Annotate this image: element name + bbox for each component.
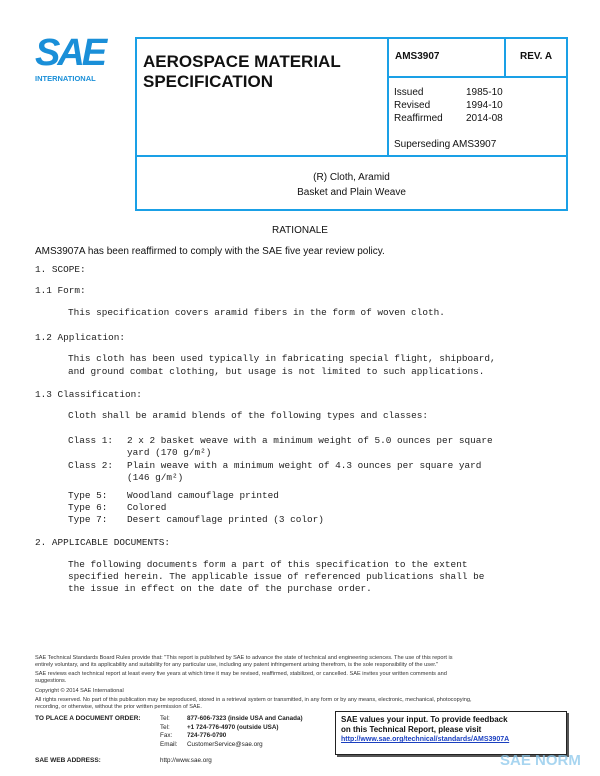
class-1-text: 2 x 2 basket weave with a minimum weight of 5.0 ounces per square yard (170 g/m²) — [127, 435, 493, 458]
web-address[interactable]: http://www.sae.org — [160, 757, 212, 764]
footer-review: SAE reviews each technical report at least every five years at which time it may be revised, reaffirmed, stabilized, or cancelled. SAE invites your written comments and suggestions. — [35, 671, 447, 684]
section-2-heading: 2. APPLICABLE DOCUMENTS: — [35, 537, 171, 548]
revision: REV. A — [520, 51, 553, 62]
divider — [135, 155, 568, 157]
divider — [387, 37, 389, 157]
copyright: Copyright © 2014 SAE International — [35, 688, 124, 694]
superseding: Superseding AMS3907 — [394, 139, 497, 150]
footer-rules: SAE Technical Standards Board Rules provide that: "This report is published by SAE to advance the state of technical and engineering sciences. The use of this report is entirely voluntary, and its applicability and suitability for any particular use, including any patent infringement arising therefrom, is the sole responsibility of the user." — [35, 655, 453, 668]
section-1-1-text: This specification covers aramid fibers in the form of woven cloth. — [68, 307, 445, 318]
section-1-3-heading: 1.3 Classification: — [35, 389, 142, 400]
rationale-heading: RATIONALE — [272, 225, 328, 236]
section-1-3-text: Cloth shall be aramid blends of the following types and classes: — [68, 410, 429, 421]
date-table: Issued 1985-10 Revised 1994-10 Reaffirmed 2014-08 — [394, 87, 503, 124]
logo-text: SAE — [35, 32, 105, 74]
contact-list: Tel: 877-606-7323 (inside USA and Canada) Tel: +1 724-776-4970 (outside USA) Fax: 724-776-0790 Email: CustomerService@sae.org — [160, 715, 303, 748]
document-title: AEROSPACE MATERIAL SPECIFICATION — [143, 52, 341, 91]
web-label: SAE WEB ADDRESS: — [35, 757, 101, 764]
sae-logo — [35, 34, 104, 83]
logo-subtext: INTERNATIONAL — [35, 74, 96, 83]
feedback-box: SAE values your input. To provide feedback on this Technical Report, please visit http://www.sae.org/technical/standards/AMS3907A — [335, 711, 567, 755]
section-1-1-heading: 1.1 Form: — [35, 285, 86, 296]
doc-number: AMS3907 — [395, 51, 440, 62]
class-2-label: Class 2: — [68, 460, 114, 471]
watermark: SAE NORM — [500, 752, 581, 769]
section-1-heading: 1. SCOPE: — [35, 264, 86, 275]
rationale-text: AMS3907A has been reaffirmed to comply with the SAE five year review policy. — [35, 246, 385, 257]
section-1-2-heading: 1.2 Application: — [35, 332, 126, 343]
divider — [387, 76, 568, 78]
subject: (R) Cloth, Aramid Basket and Plain Weave — [297, 172, 406, 198]
divider — [504, 37, 506, 77]
class-2-text: Plain weave with a minimum weight of 4.3 ounces per square yard (146 g/m²) — [127, 460, 482, 483]
feedback-link[interactable]: http://www.sae.org/technical/standards/AMS3907A — [341, 736, 510, 743]
section-1-2-text: This cloth has been used typically in fabricating special flight, shipboard, and ground combat clothing, but usage is not limited to such applications. — [68, 353, 496, 377]
section-2-text: The following documents form a part of this specification to the extent specified herein. The applicable issue of referenced publications shall be the issue in effect on the date of the purchase order. — [68, 559, 485, 594]
footer-rights: All rights reserved. No part of this publication may be reproduced, stored in a retrieval system or transmitted, in any form or by any means, electronic, mechanical, photocopying, recording, or otherwise, without the prior written permission of SAE. — [35, 697, 472, 710]
order-label: TO PLACE A DOCUMENT ORDER: — [35, 715, 141, 722]
type-list: Type 5: Woodland camouflage printed Type 6: Colored Type 7: Desert camouflage printed (3 color) — [68, 490, 324, 525]
class-1-label: Class 1: — [68, 435, 114, 446]
